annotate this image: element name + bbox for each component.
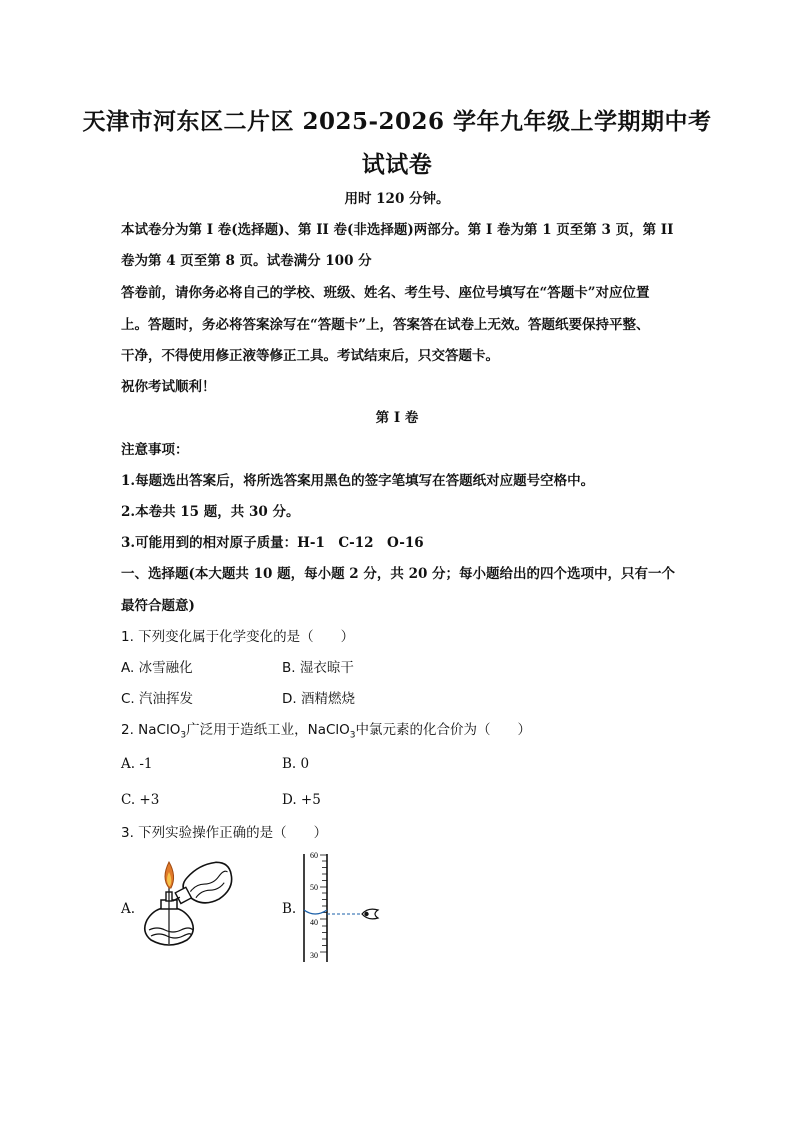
q2-option-c: C. +3 (121, 792, 160, 808)
intro-line-3: 答卷前，请你务必将自己的学校、班级、姓名、考生号、座位号填写在“答题卡”对应位置 (121, 285, 650, 301)
notes-item-2: 2.本卷共 15 题，共 30 分。 (121, 504, 300, 520)
q1-option-a: A. 冰雪融化 (121, 660, 193, 676)
cylinder-tick-30: 30 (310, 951, 318, 960)
q1-option-d: D. 酒精燃烧 (282, 691, 355, 707)
q3-figure-a-alcohol-lamps (135, 858, 247, 952)
q1-option-c: C. 汽油挥发 (121, 691, 194, 707)
intro-line-4: 上。答题时，务必将答案涂写在“答题卡”上，答案答在试卷上无效。答题纸要保持平整、 (121, 317, 650, 333)
q3-figure-b-graduated-cylinder (300, 848, 384, 966)
part1-heading-line2: 最符合题意) (121, 598, 195, 614)
intro-line-2: 卷为第 4 页至第 8 页。试卷满分 100 分 (121, 253, 372, 269)
time-note: 用时 120 分钟。 (344, 191, 450, 207)
eye-icon (362, 909, 378, 919)
q2-option-d: D. +5 (282, 792, 321, 808)
q3-stem: 3. 下列实验操作正确的是（ ） (121, 825, 328, 841)
q1-option-b: B. 湿衣晾干 (282, 660, 354, 676)
exam-title-line2: 试试卷 (361, 151, 433, 178)
q2-stem-pre: 2. NaClO (121, 722, 181, 738)
q3-option-b-label: B. (282, 901, 297, 917)
section-title: 第 I 卷 (375, 410, 419, 426)
cylinder-tick-60: 60 (310, 851, 318, 860)
intro-line-1: 本试卷分为第 I 卷(选择题)、第 II 卷(非选择题)两部分。第 I 卷为第 1 页至第 3 页，第 II (121, 222, 674, 238)
q2-option-a: A. -1 (121, 756, 153, 772)
notes-heading: 注意事项： (121, 442, 189, 458)
q2-sub-1: 3 (180, 730, 187, 741)
intro-line-6: 祝你考试顺利！ (121, 379, 216, 395)
q3-option-a-label: A. (121, 901, 136, 917)
part1-heading-line1: 一、选择题(本大题共 10 题，每小题 2 分，共 20 分；每小题给出的四个选项中，只有一个 (121, 566, 676, 582)
cylinder-tick-40: 40 (310, 918, 318, 927)
notes-item-3: 3.可能用到的相对原子质量：H-1 C-12 O-16 (121, 535, 424, 551)
q2-stem-post: 中氯元素的化合价为（ ） (355, 722, 532, 738)
q2-option-b: B. 0 (282, 756, 310, 772)
q2-stem (121, 718, 531, 741)
q2-sub-2: 3 (349, 730, 356, 741)
q1-stem: 1. 下列变化属于化学变化的是（ ） (121, 629, 355, 645)
cylinder-tick-50: 50 (310, 883, 318, 892)
notes-item-1: 1.每题选出答案后，将所选答案用黑色的签字笔填写在答题纸对应题号空格中。 (121, 473, 595, 489)
exam-title-line1: 天津市河东区二片区 2025-2026 学年九年级上学期期中考 (82, 108, 712, 135)
intro-line-5: 干净，不得使用修正液等修正工具。考试结束后，只交答题卡。 (121, 348, 499, 364)
q2-stem-mid: 广泛用于造纸工业，NaClO (186, 722, 350, 738)
